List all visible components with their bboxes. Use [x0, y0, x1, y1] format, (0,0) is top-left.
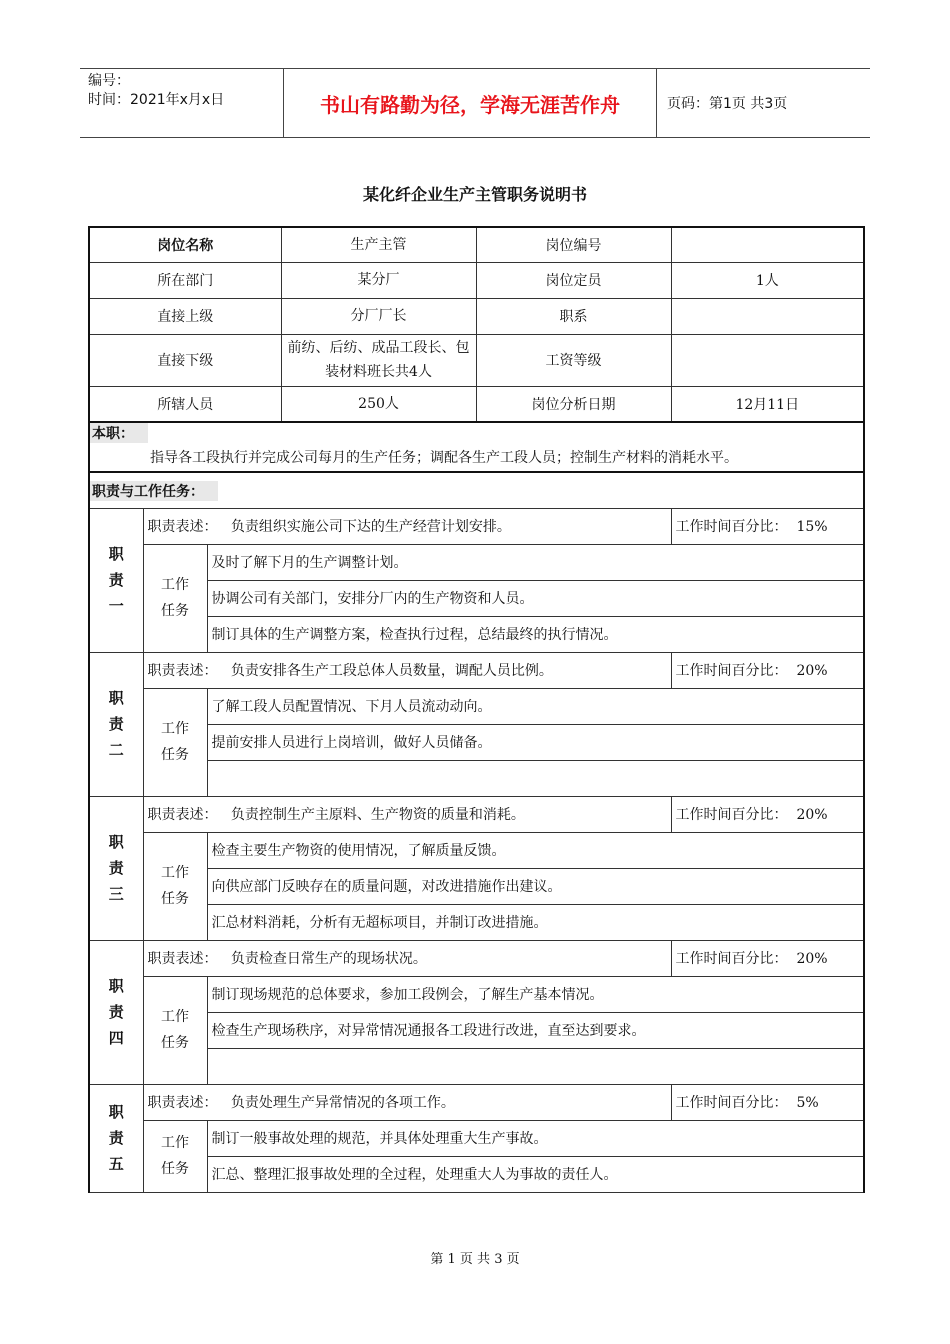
duty-time-percent [671, 940, 864, 976]
header-page-info: 页码：第1页 共3页 [667, 96, 788, 112]
task-item [207, 1048, 864, 1084]
info-value: 12月11日 [671, 386, 864, 422]
task-item: 制订一般事故处理的规范，并具体处理重大生产事故。 [207, 1120, 864, 1156]
task-row [89, 688, 864, 724]
info-value: 250人 [281, 386, 476, 422]
page-header [80, 68, 870, 138]
pct-prefix: 工作时间百分比： [675, 1095, 788, 1111]
info-value: 前纺、后纺、成品工段长、包装材料班长共4人 [281, 334, 476, 386]
pct-value: 5% [796, 1095, 819, 1111]
task-label: 工作 任务 [143, 832, 207, 940]
duty-name: 职 责 四 [89, 940, 143, 1084]
pct-value: 20% [796, 663, 828, 679]
task-item: 制订具体的生产调整方案，检查执行过程，总结最终的执行情况。 [207, 616, 864, 652]
info-label: 岗位分析日期 [476, 386, 671, 422]
info-label: 岗位定员 [476, 262, 671, 298]
duty-time-percent [671, 652, 864, 688]
info-label: 直接上级 [89, 298, 281, 334]
duty-desc-row [89, 508, 864, 544]
duty-desc-text: 负责控制生产主原料、生产物资的质量和消耗。 [230, 807, 525, 823]
duty-desc-prefix: 职责表述： [147, 1095, 218, 1111]
pct-value: 20% [796, 951, 828, 967]
info-label: 职系 [476, 298, 671, 334]
main-duty-text: 指导各工段执行并完成公司每月的生产任务；调配各生产工段人员；控制生产材料的消耗水平。 [150, 450, 738, 466]
task-item: 向供应部门反映存在的质量问题，对改进措施作出建议。 [207, 868, 864, 904]
duty-description [143, 940, 671, 976]
duty-desc-text: 负责处理生产异常情况的各项工作。 [230, 1095, 455, 1111]
duty-desc-prefix: 职责表述： [147, 951, 218, 967]
pct-value: 15% [796, 519, 828, 535]
task-item: 检查主要生产物资的使用情况，了解质量反馈。 [207, 832, 864, 868]
info-value: 某分厂 [281, 262, 476, 298]
duty-time-percent [671, 796, 864, 832]
info-label: 岗位编号 [476, 227, 671, 262]
info-value: 分厂厂长 [281, 298, 476, 334]
task-label: 工作 任务 [143, 1120, 207, 1192]
duty-desc-prefix: 职责表述： [147, 519, 218, 535]
duty-name: 职 责 五 [89, 1084, 143, 1192]
task-item: 汇总材料消耗，分析有无超标项目，并制订改进措施。 [207, 904, 864, 940]
info-value: 生产主管 [281, 227, 476, 262]
info-row [89, 227, 864, 262]
duty-name: 职 责 二 [89, 652, 143, 796]
info-row [89, 334, 864, 386]
task-item [207, 760, 864, 796]
pct-prefix: 工作时间百分比： [675, 807, 788, 823]
duty-description [143, 796, 671, 832]
task-item: 协调公司有关部门，安排分厂内的生产物资和人员。 [207, 580, 864, 616]
task-item: 汇总、整理汇报事故处理的全过程，处理重大人为事故的责任人。 [207, 1156, 864, 1192]
pct-prefix: 工作时间百分比： [675, 951, 788, 967]
header-motto: 书山有路勤为径，学海无涯苦作舟 [283, 69, 657, 137]
header-meta [80, 69, 283, 137]
duties-section-row [89, 472, 864, 508]
duty-description [143, 508, 671, 544]
task-row [89, 832, 864, 868]
info-row [89, 386, 864, 422]
info-label: 工资等级 [476, 334, 671, 386]
task-item: 制订现场规范的总体要求，参加工段例会，了解生产基本情况。 [207, 976, 864, 1012]
task-item: 提前安排人员进行上岗培训，做好人员储备。 [207, 724, 864, 760]
info-value [671, 334, 864, 386]
document-number-label: 编号： [88, 73, 130, 89]
task-label: 工作 任务 [143, 976, 207, 1084]
info-value [671, 227, 864, 262]
document-title: 某化纤企业生产主管职务说明书 [362, 185, 587, 204]
pct-prefix: 工作时间百分比： [675, 663, 788, 679]
duty-desc-row [89, 796, 864, 832]
duty-desc-text: 负责组织实施公司下达的生产经营计划安排。 [230, 519, 511, 535]
duty-desc-row [89, 1084, 864, 1120]
document-date: 时间：2021年x月x日 [88, 92, 225, 108]
duty-desc-text: 负责安排各生产工段总体人员数量，调配人员比例。 [230, 663, 553, 679]
task-item: 了解工段人员配置情况、下月人员流动动向。 [207, 688, 864, 724]
info-label: 岗位名称 [89, 227, 281, 262]
duty-desc-row [89, 652, 864, 688]
page-footer: 第 1 页 共 3 页 [430, 1252, 520, 1267]
pct-value: 20% [796, 807, 828, 823]
duty-name: 职 责 一 [89, 508, 143, 652]
pct-prefix: 工作时间百分比： [675, 519, 788, 535]
task-label: 工作 任务 [143, 544, 207, 652]
task-item: 检查生产现场秩序，对异常情况通报各工段进行改进，直至达到要求。 [207, 1012, 864, 1048]
task-row [89, 544, 864, 580]
duty-desc-prefix: 职责表述： [147, 807, 218, 823]
info-label: 所在部门 [89, 262, 281, 298]
main-duty-row [89, 422, 864, 472]
info-label: 所辖人员 [89, 386, 281, 422]
info-value [671, 298, 864, 334]
duty-desc-row [89, 940, 864, 976]
info-row [89, 262, 864, 298]
job-description-table [88, 226, 865, 1193]
task-item: 及时了解下月的生产调整计划。 [207, 544, 864, 580]
duty-description [143, 652, 671, 688]
main-duty-label: 本职： [90, 423, 148, 443]
info-row [89, 298, 864, 334]
duty-time-percent [671, 508, 864, 544]
task-row [89, 976, 864, 1012]
duty-desc-prefix: 职责表述： [147, 663, 218, 679]
info-label: 直接下级 [89, 334, 281, 386]
duty-description [143, 1084, 671, 1120]
duty-desc-text: 负责检查日常生产的现场状况。 [230, 951, 427, 967]
info-value: 1人 [671, 262, 864, 298]
task-label: 工作 任务 [143, 688, 207, 796]
duties-section-label: 职责与工作任务： [90, 481, 218, 501]
task-row [89, 1120, 864, 1156]
duty-name: 职 责 三 [89, 796, 143, 940]
duty-time-percent [671, 1084, 864, 1120]
